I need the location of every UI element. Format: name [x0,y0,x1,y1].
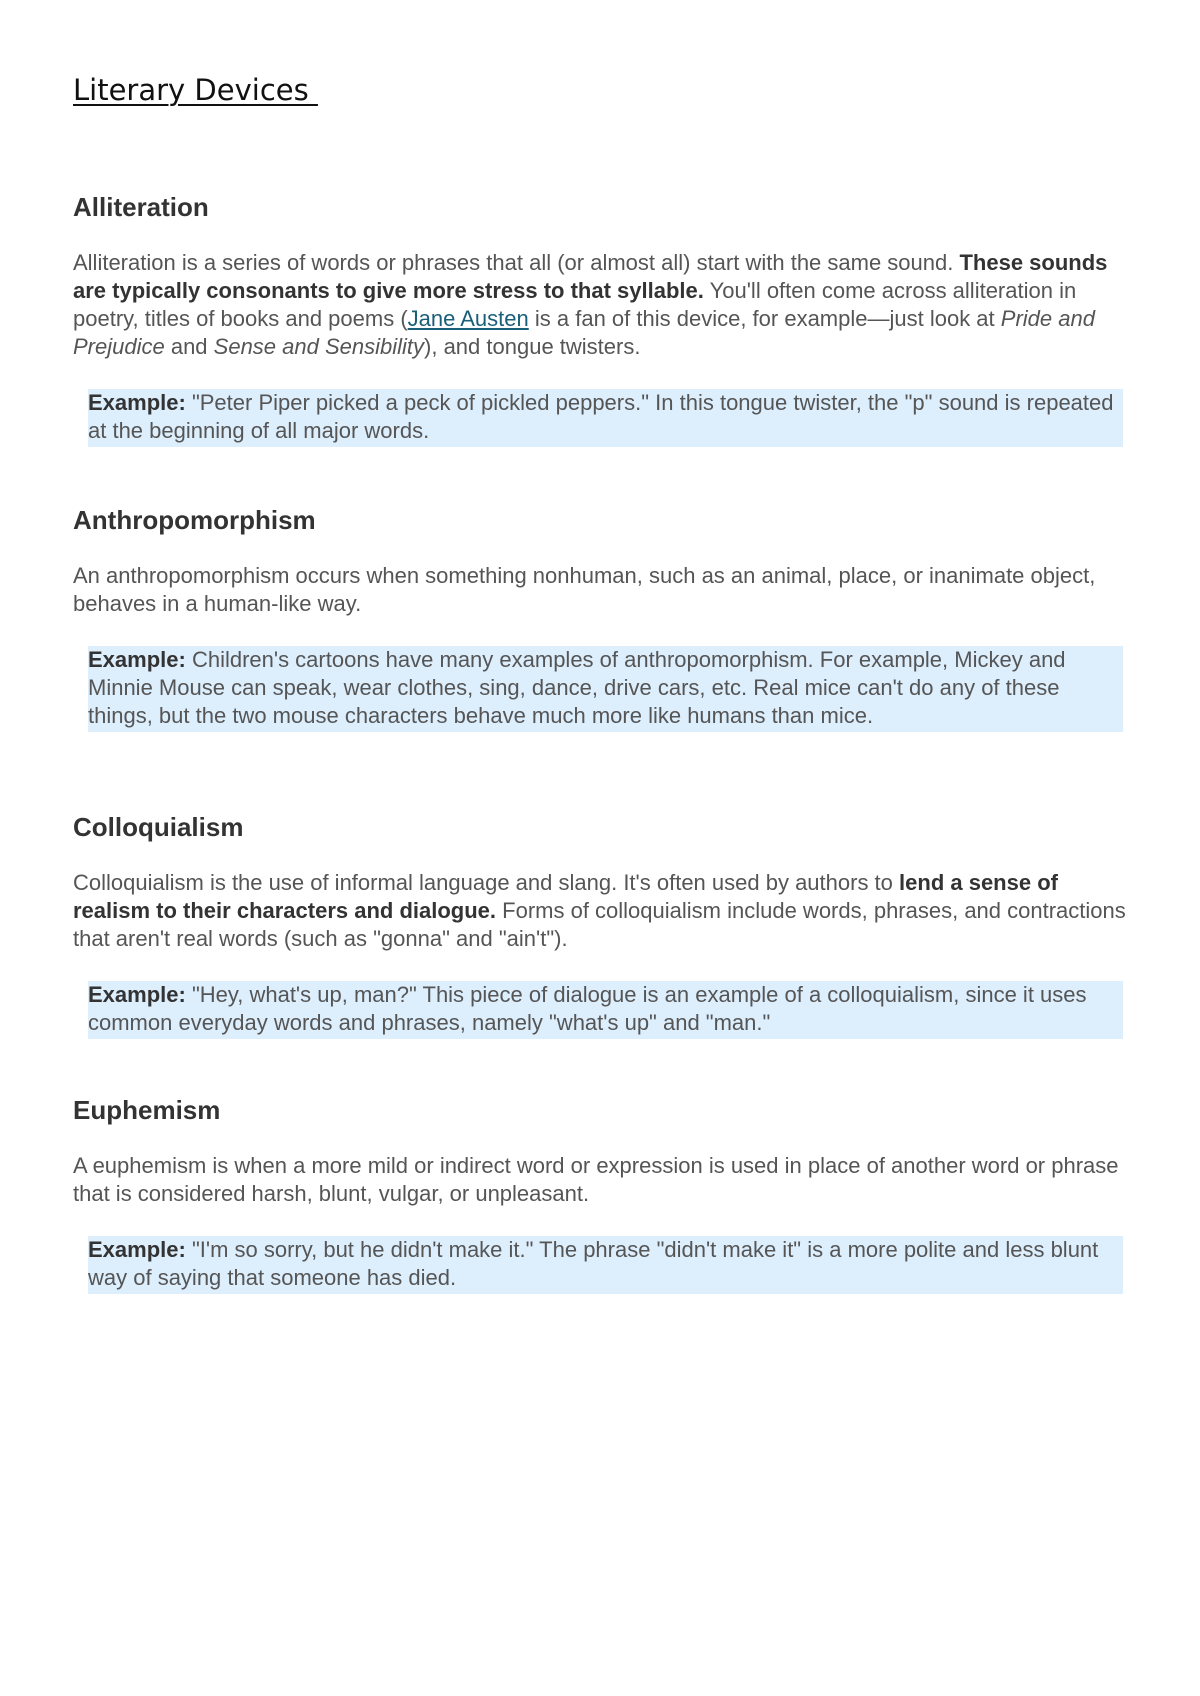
section-anthropomorphism [73,505,1137,732]
example-box [88,1236,1123,1294]
section-heading: Euphemism [73,1095,221,1126]
italic-title: Sense and Sensibility [213,333,425,359]
section-euphemism [73,1095,1137,1294]
example-text: Children's cartoons have many examples of anthropomorphism. For example, Mickey and Minnie Mouse can speak, wear clothes, sing, dance, drive cars, etc. Real mice can't do any of these things, but the two mouse characters behave much more like humans than mice. [88,647,1066,729]
section-paragraph: Colloquialism is the use of informal language and slang. It's often used by authors to lend a sense of realism to their characters and dialogue. Forms of colloquialism include words, phrases, and contractions that aren't real words (such as "gonna" and "ain't"). [73,870,1126,952]
section-heading: Anthropomorphism [73,504,316,535]
section-colloquialism [73,812,1137,1039]
example-label: Example: [88,982,186,1008]
section-paragraph: A euphemism is when a more mild or indirect word or expression is used in place of another word or phrase that is considered harsh, blunt, vulgar, or unpleasant. [73,1153,1119,1207]
section-paragraph: An anthropomorphism occurs when something nonhuman, such as an animal, place, or inanimate object, behaves in a human-like way. [73,563,1096,617]
section-heading: Colloquialism [73,812,244,843]
example-label: Example: [88,647,186,673]
example-box [88,389,1123,447]
example-text: "Hey, what's up, man?" This piece of dialogue is an example of a colloquialism, since it uses common everyday words and phrases, namely "what's up" and "man." [88,982,1087,1036]
document-page [73,72,1137,1294]
bold-text: lend a sense of realism to their characters and dialogue. [73,870,1058,924]
section-alliteration [73,192,1137,447]
section-paragraph: Alliteration is a series of words or phrases that all (or almost all) start with the same sound. These sounds are typically consonants to give more stress to that syllable. You'll often come across alliteration in poetry, titles of books and poems (Jane Austen is a fan of this device, for example—just look at Pride and Prejudice and Sense and Sensibility), and tongue twisters. [73,249,1108,359]
jane-austen-link[interactable]: Jane Austen [407,305,529,331]
bold-text: These sounds are typically consonants to give more stress to that syllable. [73,249,1108,303]
section-heading: Alliteration [73,191,209,222]
italic-title: Pride and Prejudice [73,305,1095,359]
example-box [88,981,1123,1039]
example-box [88,646,1123,732]
document-title: Literary Devices [73,73,318,107]
example-label: Example: [88,1237,186,1263]
example-text: "Peter Piper picked a peck of pickled peppers." In this tongue twister, the "p" sound is repeated at the beginning of all major words. [88,389,1114,443]
example-label: Example: [88,389,186,415]
example-text: "I'm so sorry, but he didn't make it." The phrase "didn't make it" is a more polite and less blunt way of saying that someone has died. [88,1237,1099,1291]
